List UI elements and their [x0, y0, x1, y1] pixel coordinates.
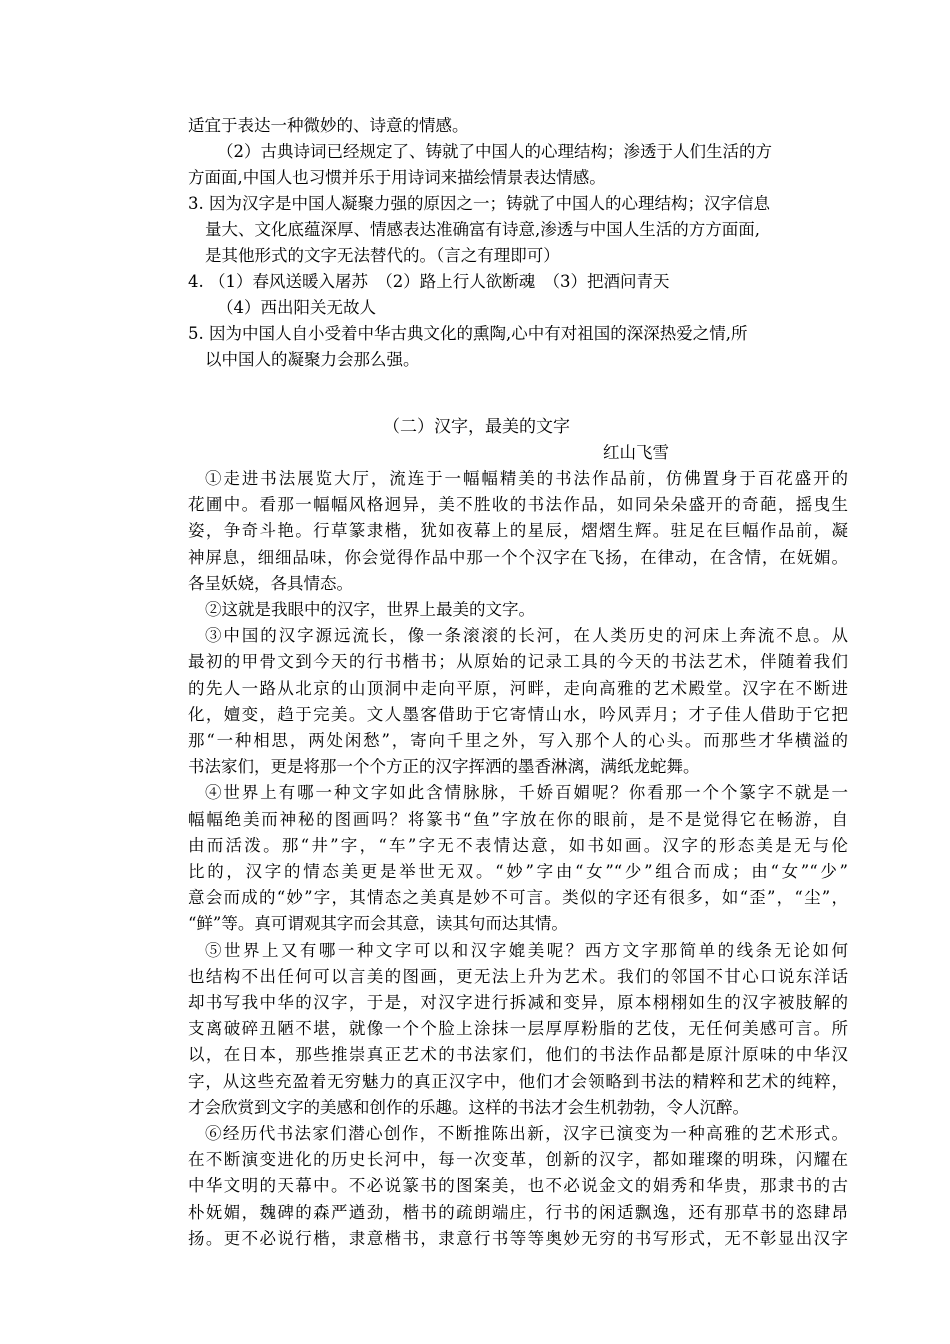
article-line: 却书写我中华的汉字，于是，对汉字进行拆减和变异，原本栩栩如生的汉字被肢解的	[188, 993, 848, 1012]
article-line: 神屏息，细细品味，你会觉得作品中那一个个汉字在飞扬，在律动，在含情，在妩媚。	[188, 547, 848, 567]
answer-q5-line-2: 以中国人的凝聚力会那么强。	[205, 350, 420, 369]
article-line: ③中国的汉字源远流长，像一条滚滚的长河，在人类历史的河床上奔流不息。从	[205, 626, 848, 646]
article-line: 字，从这些充盈着无穷魅力的真正汉字中，他们才会领略到书法的精粹和艺术的纯粹，	[188, 1071, 848, 1091]
article-line: 花圃中。看那一幅幅风格迥异，美不胜收的书法作品，如同朵朵盛开的奇葩，摇曳生	[188, 495, 848, 515]
article-line: 意会而成的“妙”字，其情态之美真是妙不可言。类似的字还有很多，如“歪”，“尘”，	[188, 888, 848, 908]
article-line: 各呈妖娆，各具情态。	[188, 573, 353, 593]
article-line: 才会欣赏到文字的美感和创作的乐趣。这样的书法才会生机勃勃，令人沉醉。	[188, 1097, 749, 1117]
article-line: 中华文明的天幕中。不必说篆书的图案美，也不必说金文的娟秀和华贵，那隶书的古	[188, 1176, 848, 1196]
answer-q3-line-1: 3. 因为汉字是中国人凝聚力强的原因之一；铸就了中国人的心理结构；汉字信息	[188, 194, 770, 213]
article-line: ⑤世界上又有哪一种文字可以和汉字媲美呢？西方文字那简单的线条无论如何	[205, 940, 848, 960]
answer-line-2: （2）古典诗词已经规定了、铸就了中国人的心理结构；渗透于人们生活的方	[217, 142, 772, 161]
article-author: 红山飞雪	[603, 443, 669, 462]
article-line: 幅幅绝美而神秘的图画吗？将篆书“鱼”字放在你的眼前，是不是觉得它在畅游，自	[188, 809, 848, 829]
article-line: ⑥经历代书法家们潜心创作，不断推陈出新，汉字已演变为一种高雅的艺术形式。	[205, 1124, 848, 1143]
article-line: “鲜”等。真可谓观其字而会其意，读其句而达其情。	[188, 914, 568, 934]
article-line: 姿，争奇斗艳。行草篆隶楷，犹如夜幕上的星辰，熠熠生辉。驻足在巨幅作品前，凝	[188, 521, 848, 541]
answer-line-1: 适宜于表达一种微妙的、诗意的情感。	[188, 116, 469, 135]
article-line: 在不断演变进化的历史长河中，每一次变革，创新的汉字，都如璀璨的明珠，闪耀在	[188, 1150, 848, 1170]
article-line: 也结构不出任何可以言美的图画，更无法上升为艺术。我们的邻国不甘心口说东洋话	[188, 966, 848, 986]
article-line: ②这就是我眼中的汉字，世界上最美的文字。	[205, 600, 535, 619]
article-line: 扬。更不必说行楷，隶意楷书，隶意行书等等奥妙无穷的书写形式，无不彰显出汉字	[188, 1228, 848, 1248]
article-line: ①走进书法展览大厅，流连于一幅幅精美的书法作品前，仿佛置身于百花盛开的	[205, 469, 848, 488]
answer-q4-line-1: 4. （1）春风送暖入屠苏 （2）路上行人欲断魂 （3）把酒问青天	[188, 272, 670, 291]
article-line: 比的，汉字的情态美更是举世无双。“妙”字由“女”“少”组合而成；由“女”“少”	[188, 862, 848, 881]
article-line: 支离破碎丑陋不堪，就像一个个脸上涂抹一层厚厚粉脂的艺伎，无任何美感可言。所	[188, 1019, 848, 1039]
article-line: 朴妩媚，魏碑的森严遒劲，楷书的疏朗端庄，行书的闲适飘逸，还有那草书的恣肆昂	[188, 1202, 848, 1222]
article-title: （二）汉字，最美的文字	[383, 417, 570, 437]
article-line: 的先人一路从北京的山顶洞中走向平原，河畔，走向高雅的艺术殿堂。汉字在不断进	[188, 678, 848, 698]
article-line: 最初的甲骨文到今天的行书楷书；从原始的记录工具的今天的书法艺术，伴随着我们	[188, 652, 848, 672]
article-line: ④世界上有哪一种文字如此含情脉脉，千娇百媚呢？你看那一个个篆字不就是一	[205, 783, 848, 803]
answer-q4-line-2: （4）西出阳关无故人	[217, 298, 376, 317]
answer-q5-line-1: 5. 因为中国人自小受着中华古典文化的熏陶,心中有对祖国的深深热爱之情,所	[188, 324, 748, 343]
article-line: 那“一种相思，两处闲愁”，寄向千里之外，写入那个人的心头。而那些才华横溢的	[188, 731, 848, 750]
answer-line-3: 方面面,中国人也习惯并乐于用诗词来描绘情景表达情感。	[188, 168, 606, 187]
answer-q3-line-2: 量大、文化底蕴深厚、情感表达准确富有诗意,渗透与中国人生活的方方面面,	[205, 220, 760, 239]
article-line: 化，嬗变，趋于完美。文人墨客借助于它寄情山水，吟风弄月；才子佳人借助于它把	[188, 704, 848, 724]
answer-q3-line-3: 是其他形式的文字无法替代的。（言之有理即可）	[205, 246, 560, 265]
article-line: 书法家们，更是将那一个个方正的汉字挥洒的墨香淋漓，满纸龙蛇舞。	[188, 757, 700, 777]
article-line: 由而活泼。那“井”字，“车”字无不表情达意，如书如画。汉字的形态美是无与伦	[188, 835, 848, 855]
article-line: 以，在日本，那些推崇真正艺术的书法家们，他们的书法作品都是原汁原味的中华汉	[188, 1045, 848, 1065]
